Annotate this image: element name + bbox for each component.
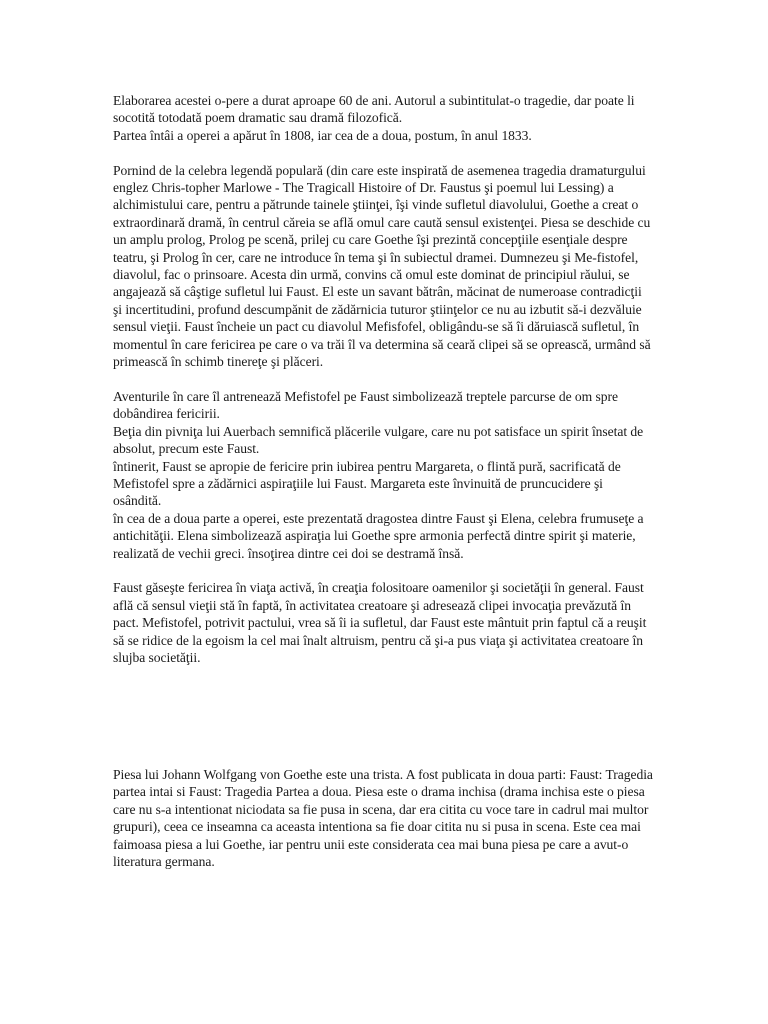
paragraph-summary: Piesa lui Johann Wolfgang von Goethe este una trista. A fost publicata in doua parti: Faust: Tragedia partea intai si Faust: Tragedia Partea a doua. Piesa este o drama inchisa (drama inchisa este o piesa care nu s-a intentionat niciodata sa fie pusa in scena, dar era citita cu voce tare in cadrul mai multor grupuri), ceea ce inseamna ca aceasta intentiona sa fie doar citita nu si pusa in scena. Este cea mai faimoasa piesa a lui Goethe, iar pentru unii este considerata cea mai buna piesa pe care a avut-o literatura germana. (113, 767, 653, 870)
paragraph-conclusion: Faust găseşte fericirea în viaţa activă, în creaţia folositoare oamenilor şi societăţii în general. Faust află că sensul vieţii stă în faptă, în activitatea creatoare şi adresează clipei invocaţia prevăzută în pact. Mefistofel, potrivit pactului, vrea să îi ia sufletul, dar Faust este mântuit prin faptul că a reuşit să se ridice de la egoism la cel mai înalt altruism, pentru că şi-a pus viaţa şi activitatea creatoare în slujba societăţii. (113, 580, 647, 665)
paragraph-legend: Pornind de la celebra legendă populară (din care este inspirată de asemenea tragedia dramaturgului englez Chris-topher Marlowe - The Tragicall Histoire of Dr. Faustus şi poemul lui Lessing) a alchimistului care, pentru a pătrunde tainele ştiinţei, îşi vinde sufletul diavolului, Goethe a creat o extraordinară dramă, în centrul căreia se află omul care caută sensul existenţei. Piesa se deschide cu un amplu prolog, Prolog pe scenă, prilej cu care Goethe îşi prezintă concepţiile esenţiale despre teatru, şi Prolog în cer, care ne introduce în tema şi în subiectul dramei. Dumnezeu şi Me-fistofel, diavolul, fac o prinsoare. Acesta din urmă, convins că omul este dominat de principiul răului, se angajează să câştige sufletul lui Faust. El este un savant bătrân, măcinat de numeroase contradicţii şi incertitudini, profund descumpănit de zădărnicia tuturor ştiinţelor ce nu au izbutit să-i dezvăluie sensul vieţii. Faust încheie un pact cu diavolul Mefisfofel, obligându-se să îi dăruiască sufletul, în momentul în care fericirea pe care o va trăi îl va determina să ceară clipei să se oprească, urmând să primească în schimb tinereţe şi plăceri. (113, 162, 651, 370)
secondary-text-section (113, 766, 653, 870)
paragraph-gap (113, 370, 653, 387)
paragraph-gap (113, 562, 653, 579)
paragraph-intro: Elaborarea acestei o-pere a durat aproape 60 de ani. Autorul a subintitulat-o tragedie, dar poate li socotită totodată poem dramatic sau dramă filozofică. (113, 93, 635, 126)
paragraph-auerbach: Beţia din pivniţa lui Auerbach semnifică plăcerile vulgare, care nu pot satisface un spirit însetat de absolut, precum este Faust. (113, 423, 644, 457)
paragraph-adventures: Aventurile în care îl antrenează Mefistofel pe Faust simbolizează treptele parcurse de om spre dobândirea fericirii. (113, 388, 618, 422)
paragraph-margareta: întinerit, Faust se apropie de fericire prin iubirea pentru Margareta, o flintă pură, sacrificată de Mefistofel spre a zădărnici aspiraţiile lui Faust. Margareta este învinuită de pruncucidere şi osândită. (113, 458, 621, 509)
paragraph-publication: Partea întâi a operei a apărut în 1808, iar cea de a doua, postum, în anul 1833. (113, 127, 532, 143)
main-text-section (113, 92, 653, 666)
paragraph-gap (113, 144, 653, 161)
paragraph-elena: în cea de a doua parte a operei, este prezentată dragostea dintre Faust şi Elena, celebra frumuseţe a antichităţii. Elena simbolizează aspiraţia lui Goethe spre armonia perfectă dintre spirit şi materie, realizată de vechii greci. însoţirea dintre cei doi se destramă însă. (113, 510, 644, 561)
